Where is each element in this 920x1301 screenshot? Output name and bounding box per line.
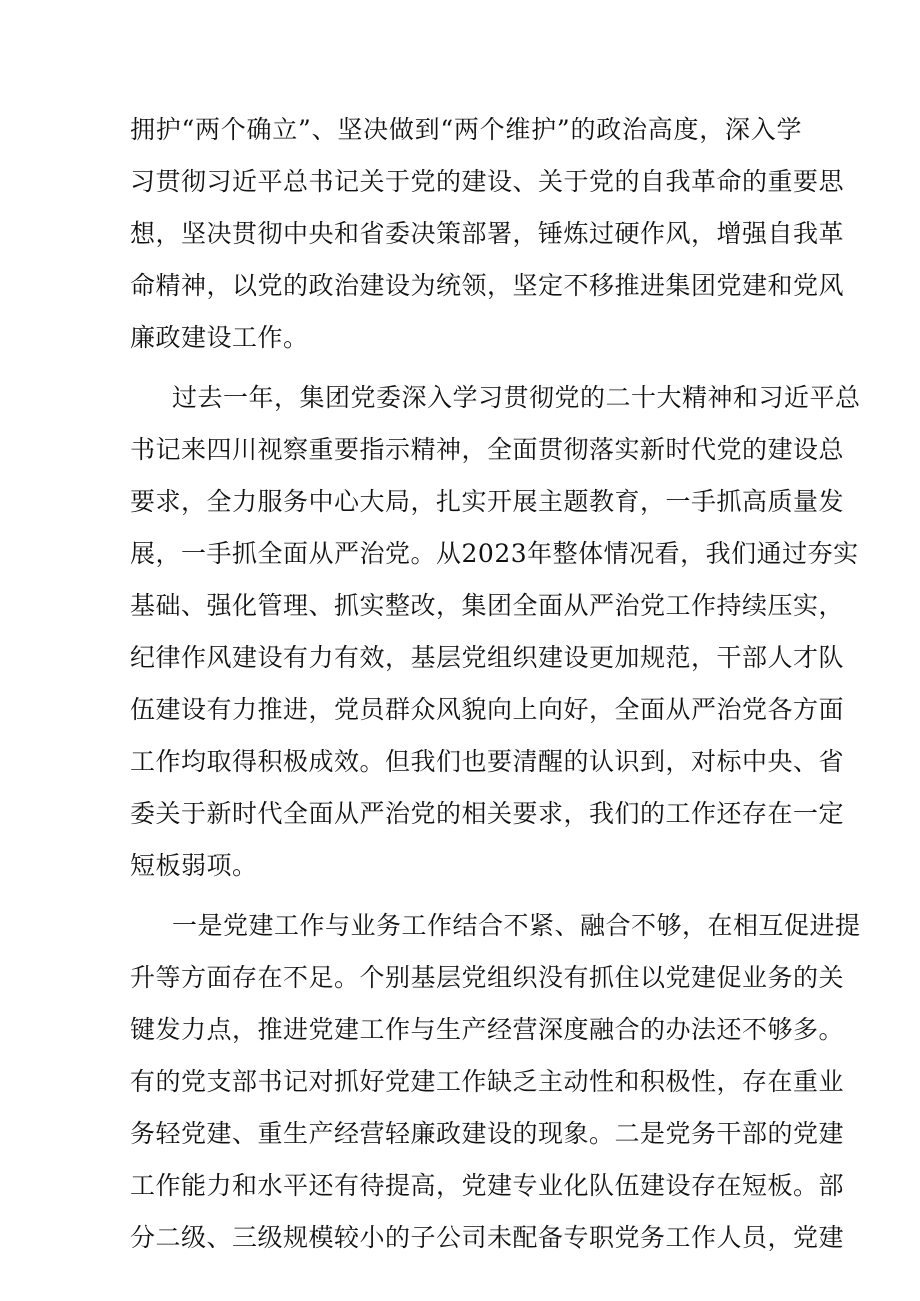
paragraph-line: 纪律作风建设有力有效，基层党组织建设更加规范，干部人才队 — [130, 643, 845, 672]
paragraph-line: 展，一手抓全面从严治党。从2023年整体情况看，我们通过夯实 — [130, 539, 859, 568]
paragraph-line: 工作均取得积极成效。但我们也要清醒的认识到，对标中央、省 — [130, 747, 845, 776]
paragraph-line: 升等方面存在不足。个别基层党组织没有抓住以党建促业务的关 — [130, 963, 845, 992]
paragraph-line: 要求，全力服务中心大局，扎实开展主题教育，一手抓高质量发 — [130, 487, 845, 516]
paragraph-line: 拥护“两个确立”、坚决做到“两个维护”的政治高度，深入学 — [130, 115, 802, 144]
paragraph-line: 有的党支部书记对抓好党建工作缺乏主动性和积极性，存在重业 — [130, 1067, 845, 1096]
paragraph-line: 工作能力和水平还有待提高，党建专业化队伍建设存在短板。部 — [130, 1171, 845, 1200]
paragraph-line: 伍建设有力推进，党员群众风貌向上向好，全面从严治党各方面 — [130, 695, 845, 724]
paragraph-line: 委关于新时代全面从严治党的相关要求，我们的工作还存在一定 — [130, 799, 845, 828]
paragraph-line: 键发力点，推进党建工作与生产经营深度融合的办法还不够多。 — [130, 1015, 845, 1044]
paragraph-line: 命精神，以党的政治建设为统领，坚定不移推进集团党建和党风 — [130, 271, 845, 300]
paragraph-line: 廉政建设工作。 — [130, 323, 309, 352]
paragraph-line: 务轻党建、重生产经营轻廉政建设的现象。二是党务干部的党建 — [130, 1119, 845, 1148]
paragraph-line: 分二级、三级规模较小的子公司未配备专职党务工作人员，党建 — [130, 1223, 845, 1252]
paragraph-line: 过去一年，集团党委深入学习贯彻党的二十大精神和习近平总 — [172, 383, 861, 412]
paragraph-line: 基础、强化管理、抓实整改，集团全面从严治党工作持续压实， — [130, 591, 845, 620]
paragraph-line: 一是党建工作与业务工作结合不紧、融合不够，在相互促进提 — [172, 911, 861, 940]
paragraph-line: 书记来四川视察重要指示精神，全面贯彻落实新时代党的建设总 — [130, 435, 845, 464]
paragraph-line: 想，坚决贯彻中央和省委决策部署，锤炼过硬作风，增强自我革 — [130, 219, 845, 248]
paragraph-line: 短板弱项。 — [130, 851, 258, 880]
paragraph-line: 习贯彻习近平总书记关于党的建设、关于党的自我革命的重要思 — [130, 167, 845, 196]
